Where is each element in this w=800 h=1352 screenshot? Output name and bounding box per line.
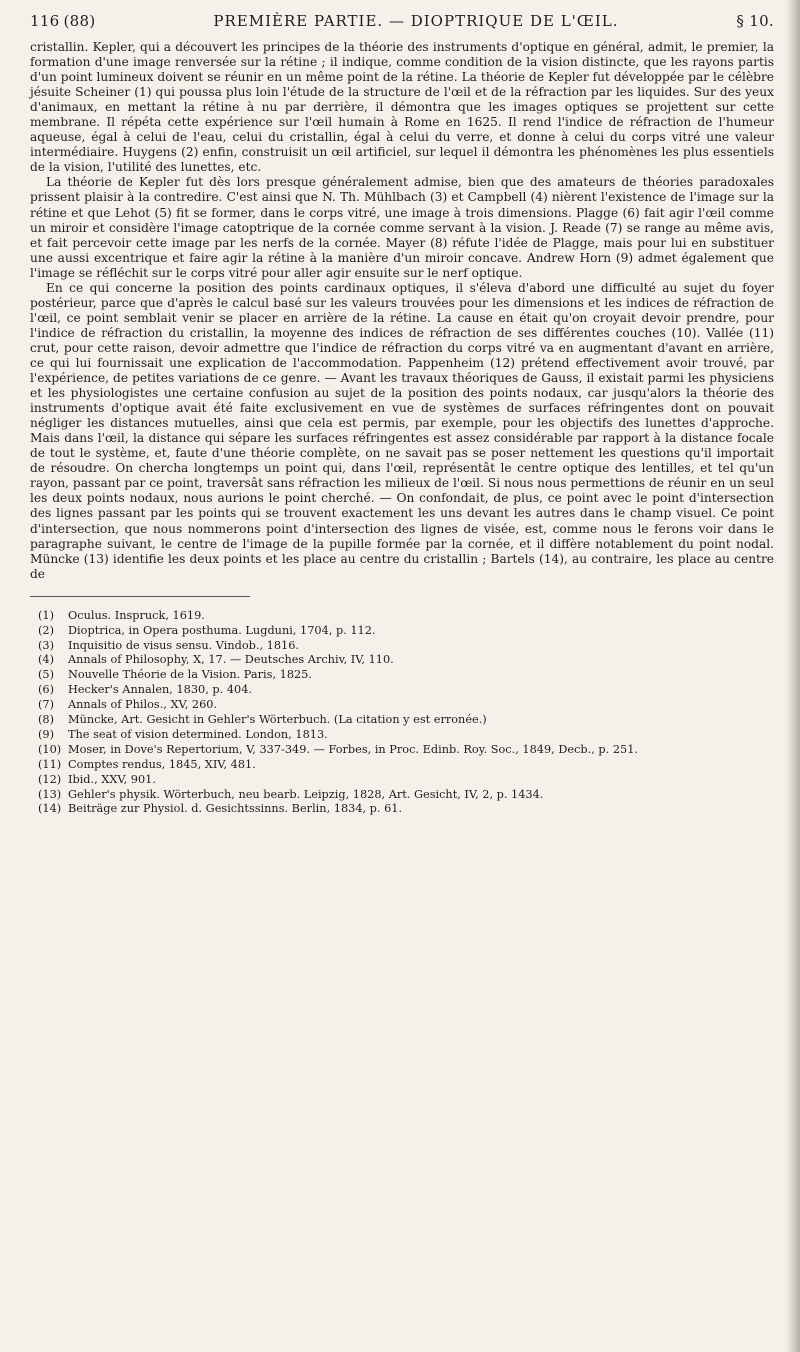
body-text [30, 40, 774, 582]
footnote: (7) Annals of Philos., XV, 260. [38, 698, 218, 712]
footnotes [30, 609, 774, 818]
paragraph: En ce qui concerne la position des points cardinaux optiques, il s'éleva d'abord une difficulté au sujet du foyer postérieur, parce que d'après le calcul basé sur les valeurs trouvées pour les dimensions et les indices de réfraction de l'œil, ce point semblait venir se placer en arrière de la rétine. La cause en était qu'on croyait devoir prendre, pour l'indice de réfraction du cristallin, la moyenne des indices de réfraction de ses différentes couches (10). Vallée (11) crut, pour cette raison, devoir admettre que l'indice de réfraction du corps vitré va en augmentant d'avant en arrière, ce qui lui fournissait une explication de l'accommodation. Pappenheim (12) prétend effectivement avoir trouvé, par l'expérience, de petites variations de ce genre. — Avant les travaux théoriques de Gauss, il existait parmi les physiciens et les physiologistes une certaine confusion au sujet de la position des points nodaux, car jusqu'alors la théorie des instruments d'optique avait été faite exclusivement en vue de systèmes de surfaces réfringentes dont on pouvait négliger les distances mutuelles, ainsi que cela est permis, par exemple, pour les objectifs des lunettes d'approche. Mais dans l'œil, la distance qui sépare les surfaces réfringentes est assez considérable par rapport à la distance focale de tout le système, et, faute d'une théorie complète, on ne savait pas se poser nettement les questions qu'il importait de résoudre. On chercha longtemps un point qui, dans l'œil, représentât le centre optique des lentilles, et tel qu'un rayon, passant par ce point, traversât sans réfraction les milieux de l'œil. Si nous nous permettions de réunir en un seul les deux points nodaux, nous aurions le point cherché. — On confondait, de plus, ce point avec le point d'intersection des lignes passant par les points qui se trouvent exactement les uns devant les autres dans le champ visuel. Ce point d'intersection, que nous nommerons point d'intersection des lignes de visée, est, comme nous le ferons voir dans le paragraphe suivant, le centre de l'image de la pupille formée par la cornée, et il diffère notablement du point nodal. Müncke (13) identifie les deux points et les place au centre du cristallin ; Bartels (14), au contraire, les place au centre de [30, 280, 774, 581]
footnote: (3) Inquisitio de visus sensu. Vindob., 1816. [38, 638, 300, 652]
footnote: (2) Dioptrica, in Opera posthuma. Lugduni, 1704, p. 112. [38, 623, 376, 637]
footnote: (10) Moser, in Dove's Repertorium, V, 337-349. — Forbes, in Proc. Edinb. Roy. Soc., 1849, Decb., p. 251. [38, 742, 638, 756]
paragraph: cristallin. Kepler, qui a découvert les principes de la théorie des instruments d'optique en général, admit, le premier, la formation d'une image renversée sur la rétine ; il indique, comme condition de la vision distincte, que les rayons partis d'un point lumineux doivent se réunir en un même point de la rétine. La théorie de Kepler fut développée par le célèbre jésuite Scheiner (1) qui poussa plus loin l'étude de la structure de l'œil et de la réfraction par les liquides. Sur des yeux d'animaux, en mettant la rétine à nu par derrière, il démontra que les images optiques se projettent sur cette membrane. Il répéta cette expérience sur l'œil humain à Rome en 1625. Il rend l'indice de réfraction de l'humeur aqueuse, égal à celui de l'eau, celui du cristallin, égal à celui du verre, et donne à celui du corps vitré une valeur intermédiaire. Huygens (2) enfin, construisit un œil artificiel, sur lequel il démontra les phénomènes les plus essentiels de la vision, l'utilité des lunettes, etc. [30, 40, 774, 175]
footnote: (8) Müncke, Art. Gesicht in Gehler's Wörterbuch. (La citation y est erronée.) [38, 713, 487, 727]
footnote: (12) Ibid., XXV, 901. [38, 772, 156, 786]
running-header [30, 12, 774, 30]
footnote: (14) Beiträge zur Physiol. d. Gesichtssinns. Berlin, 1834, p. 61. [38, 802, 403, 816]
footnote: (9) The seat of vision determined. London, 1813. [38, 727, 328, 741]
footnote: (13) Gehler's physik. Wörterbuch, neu bearb. Leipzig, 1828, Art. Gesicht, IV, 2, p. 1434. [38, 787, 544, 801]
paragraph: La théorie de Kepler fut dès lors presque généralement admise, bien que des amateurs de théories paradoxales prissent plaisir à la contredire. C'est ainsi que N. Th. Mühlbach (3) et Campbell (4) nièrent l'existence de l'image sur la rétine et que Lehot (5) fit se former, dans le corps vitré, une image à trois dimensions. Plagge (6) fait agir l'œil comme un miroir et considère l'image catoptrique de la cornée comme servant à la vision. J. Reade (7) se range au même avis, et fait percevoir cette image par les nerfs de la cornée. Mayer (8) réfute l'idée de Plagge, mais pour lui en substituer une aussi excentrique et faire agir la rétine à la manière d'un miroir concave. Andrew Horn (9) admet également que l'image se réfléchit sur le corps vitré pour aller agir ensuite sur le nerf optique. [30, 175, 774, 280]
page-number: 116 [30, 12, 60, 30]
section-number: § 10. [736, 12, 774, 30]
footnote: (4) Annals of Philosophy, X, 17. — Deutsches Archiv, IV, 110. [38, 653, 394, 667]
footnote-divider [30, 596, 250, 597]
footnote: (1) Oculus. Inspruck, 1619. [38, 608, 205, 622]
page-ref: (88) [63, 12, 96, 30]
footnote: (5) Nouvelle Théorie de la Vision. Paris, 1825. [38, 668, 312, 682]
page-edge-shadow [786, 0, 800, 1352]
footnote: (6) Hecker's Annalen, 1830, p. 404. [38, 683, 252, 697]
book-page [30, 12, 774, 1342]
running-title: PREMIÈRE PARTIE. — DIOPTRIQUE DE L'ŒIL. [213, 12, 619, 30]
footnote: (11) Comptes rendus, 1845, XIV, 481. [38, 757, 256, 771]
